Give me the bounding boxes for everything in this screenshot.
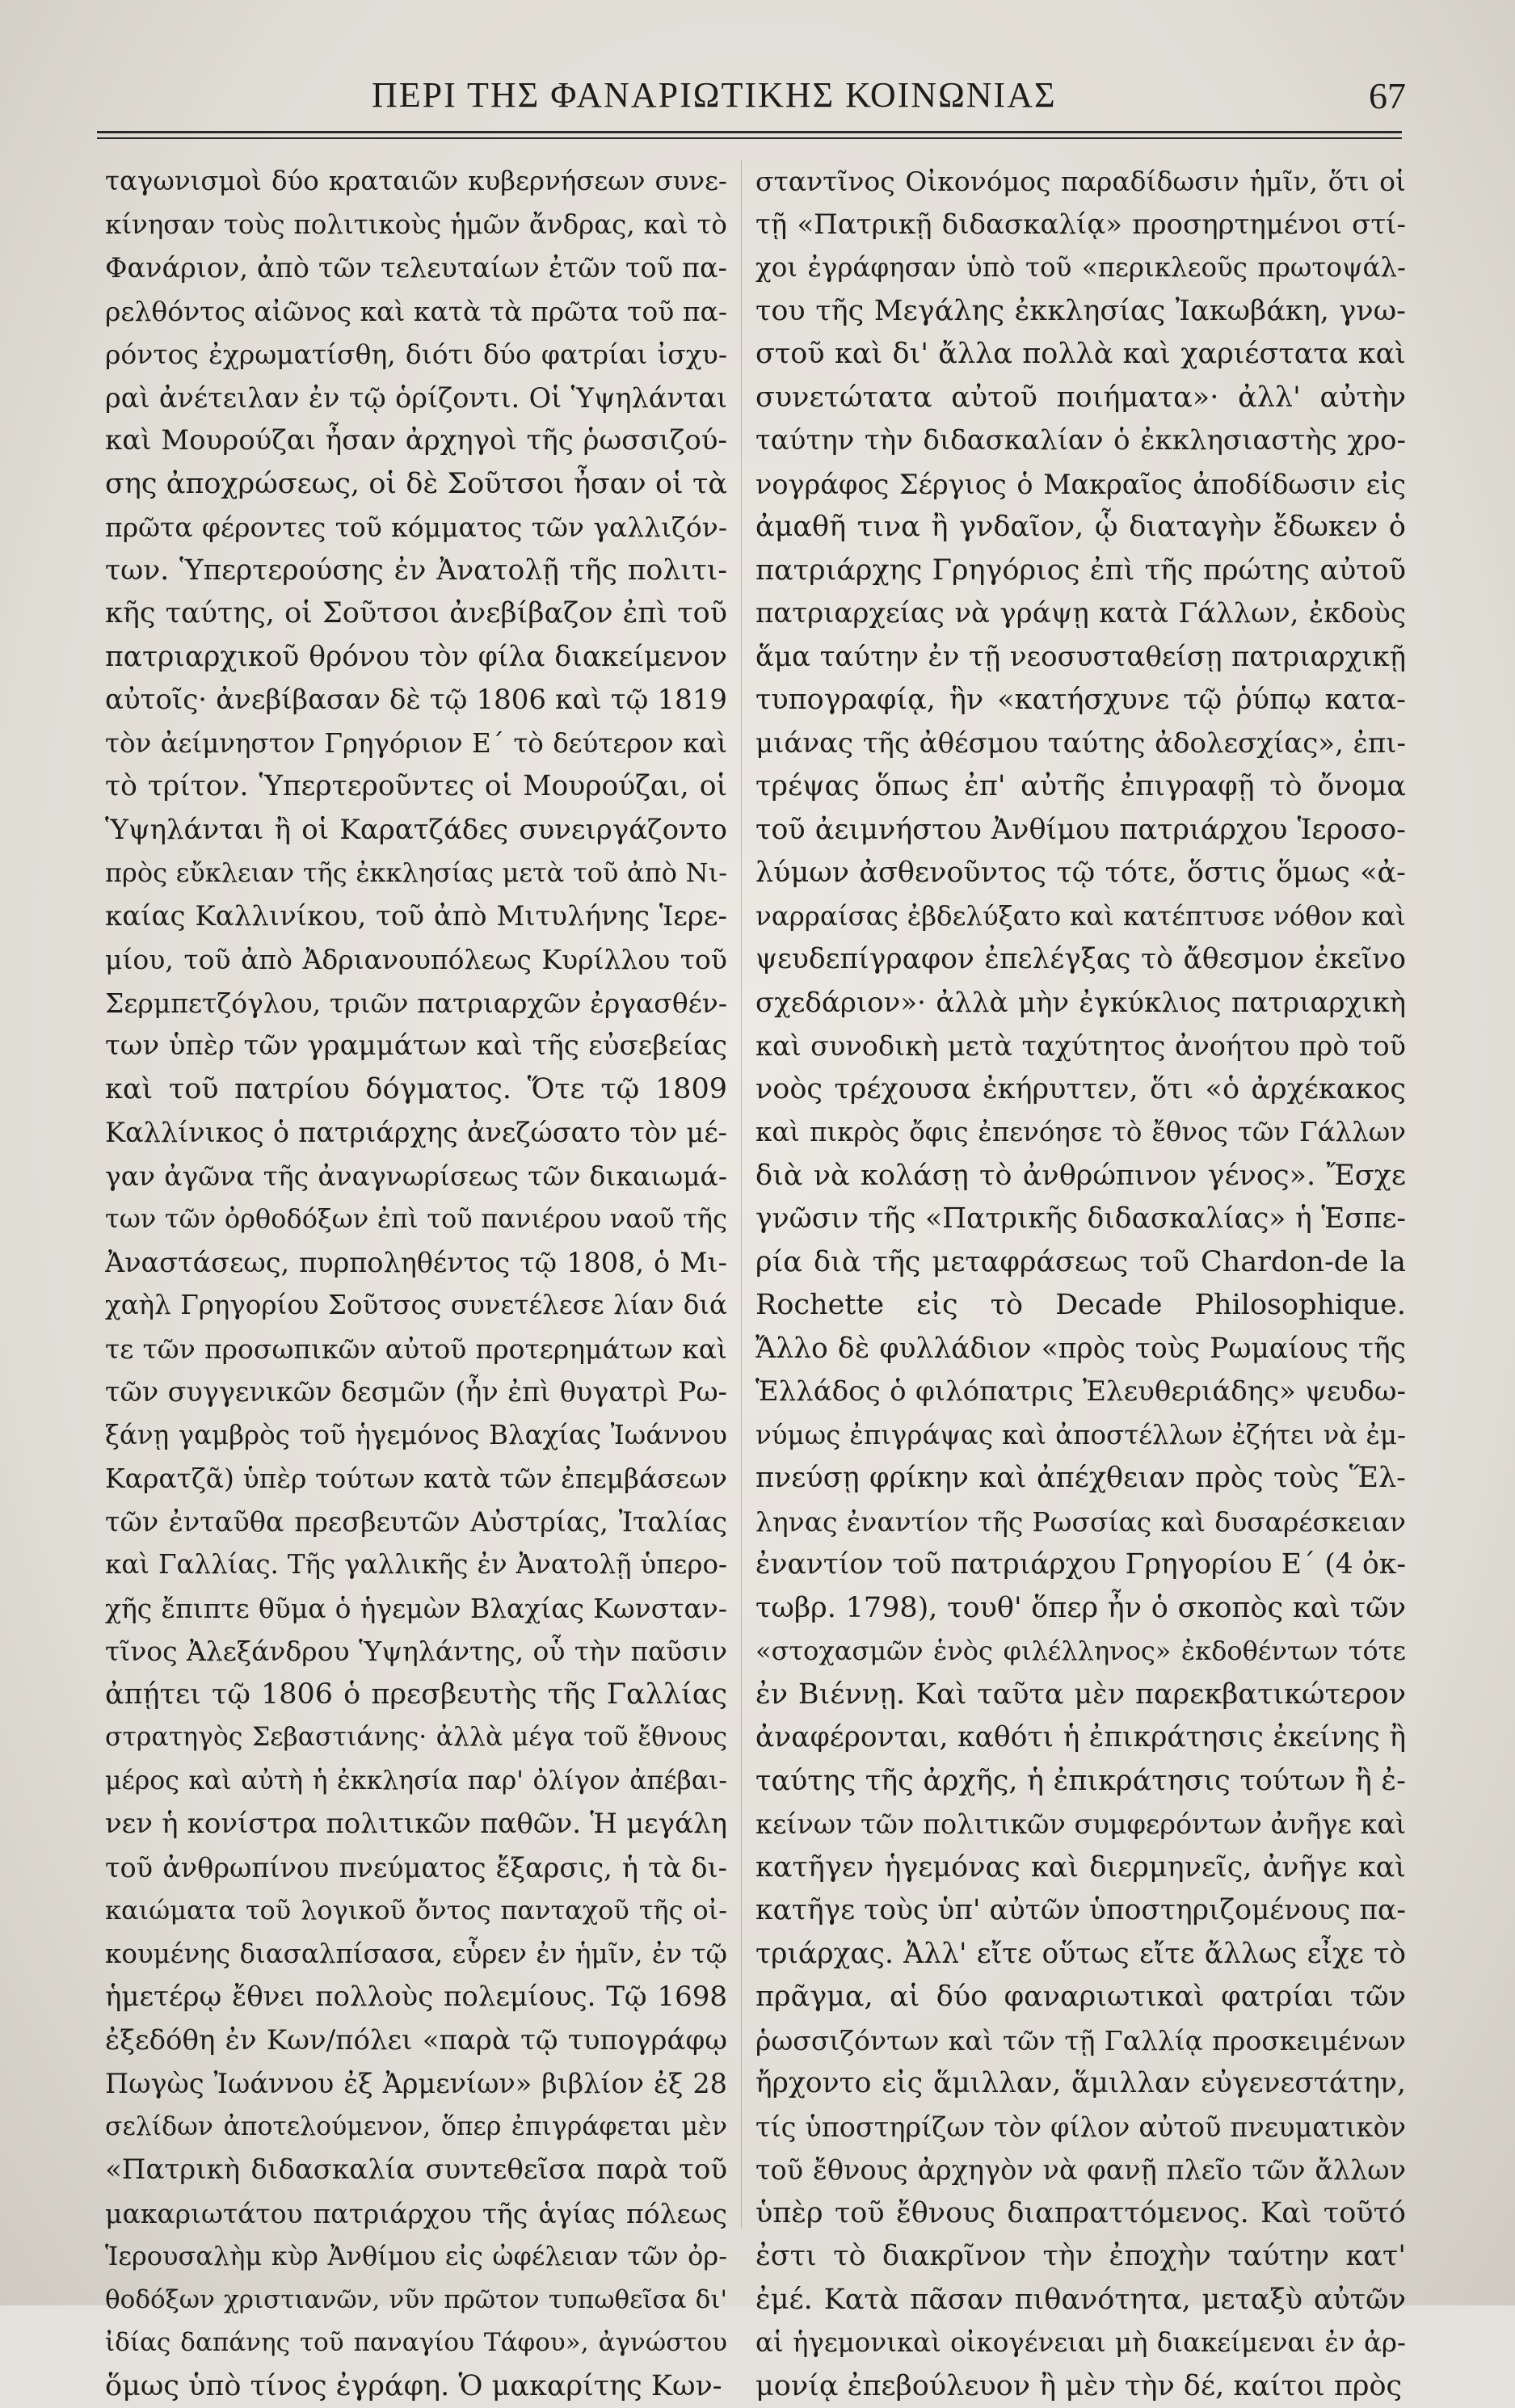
- text-line: μακαριωτάτου πατριάρχου τῆς ἁγίας πόλεως: [105, 2192, 727, 2236]
- text-line: Rochette εἰς τὸ Decade Philosophique.: [755, 1284, 1406, 1328]
- text-line: αὐτοῖς· ἀνεβίβασαν δὲ τῷ 1806 καὶ τῷ 1819: [105, 679, 727, 722]
- text-line: χαὴλ Γρηγορίου Σοῦτσος συνετέλεσε λίαν διά: [105, 1284, 727, 1328]
- text-line: ὑπὲρ τοῦ ἔθνους διαπραττόμενος. Καὶ τοῦτό: [755, 2192, 1406, 2236]
- text-line: πατριαρχικοῦ θρόνου τὸν φίλα διακείμενον: [105, 636, 727, 680]
- text-line: ταγωνισμοὶ δύο κραταιῶν κυβερνήσεων συνε-: [105, 160, 727, 204]
- text-line: Καλλίνικος ὁ πατριάρχης ἀνεζώσατο τὸν μέ-: [105, 1111, 727, 1155]
- text-line: πρῶτα φέροντες τοῦ κόμματος τῶν γαλλιζόν-: [105, 506, 727, 549]
- text-line: ἐστι τὸ διακρῖνον τὴν ἐποχὴν ταύτην κατ': [755, 2235, 1406, 2279]
- text-line: μίου, τοῦ ἀπὸ Ἀδριανουπόλεως Κυρίλλου τοῦ: [105, 938, 727, 982]
- text-line: ἤρχοντο εἰς ἅμιλλαν, ἅμιλλαν εὐγενεστάτην,: [755, 2062, 1406, 2106]
- text-line: ξάνῃ γαμβρὸς τοῦ ἡγεμόνος Βλαχίας Ἰωάννου: [105, 1414, 727, 1458]
- text-line: πατριαρχείας νὰ γράψῃ κατὰ Γάλλων, ἐκδοὺς: [755, 592, 1406, 636]
- text-line: των τῶν ὀρθοδόξων ἐπὶ τοῦ πανιέρου ναοῦ τῆς: [105, 1198, 727, 1241]
- text-line: ρελθόντος αἰῶνος καὶ κατὰ τὰ πρῶτα τοῦ πα-: [105, 290, 727, 334]
- text-line: πρᾶγμα, αἱ δύο φαναριωτικαὶ φατρίαι τῶν: [755, 1976, 1406, 2019]
- text-line: τωβρ. 1798), τουθ' ὅπερ ἦν ὁ σκοπὸς καὶ τῶν: [755, 1587, 1406, 1631]
- text-line: ληνας ἐναντίον τῆς Ρωσσίας καὶ δυσαρέσκειαν: [755, 1501, 1406, 1544]
- text-line: συνετώτατα αὐτοῦ ποιήματα»· ἀλλ' αὐτὴν: [755, 377, 1406, 420]
- text-line: κείνων τῶν πολιτικῶν συμφερόντων ἀνῆγε καὶ: [755, 1803, 1406, 1846]
- text-line: καὶ συνοδικὴ μετὰ ταχύτητος ἀνοήτου πρὸ τοῦ: [755, 1025, 1406, 1068]
- text-line: ἀμαθῆ τινα ἢ γνδαῖον, ᾧ διαταγὴν ἔδωκεν ὁ: [755, 506, 1406, 549]
- text-line: τυπογραφίᾳ, ἣν «κατήσχυνε τῷ ῥύπῳ κατα-: [755, 679, 1406, 722]
- text-line: του τῆς Μεγάλης ἐκκλησίας Ἰακωβάκη, γνω-: [755, 290, 1406, 334]
- text-line: τρέψας ὅπως ἐπ' αὐτῆς ἐπιγραφῇ τὸ ὄνομα: [755, 765, 1406, 809]
- text-line: τοῦ ἀνθρωπίνου πνεύματος ἔξαρσις, ἡ τὰ δι-: [105, 1846, 727, 1890]
- text-line: τριάρχας. Ἀλλ' εἴτε οὕτως εἴτε ἄλλως εἶχε τὸ: [755, 1933, 1406, 1976]
- text-line: σχεδάριον»· ἀλλὰ μὴν ἐγκύκλιος πατριαρχικὴ: [755, 982, 1406, 1025]
- text-line: σελίδων ἀποτελούμενον, ὅπερ ἐπιγράφεται μὲν: [105, 2106, 727, 2149]
- text-line: ὅμως ὑπὸ τίνος ἐγράφη. Ὁ μακαρίτης Κων-: [105, 2365, 727, 2408]
- text-line: τῇ «Πατρικῇ διδασκαλίᾳ» προσηρτημένοι στί-: [755, 204, 1406, 247]
- text-line: Ὑψηλάνται ἢ οἱ Καρατζάδες συνειργάζοντο: [105, 809, 727, 852]
- text-line: τῖνος Ἀλεξάνδρου Ὑψηλάντης, οὗ τὴν παῦσιν: [105, 1630, 727, 1673]
- text-line: Πωγὼς Ἰωάννου ἐξ Ἀρμενίων» βιβλίον ἐξ 28: [105, 2062, 727, 2106]
- text-line: Καρατζᾶ) ὑπὲρ τούτων κατὰ τῶν ἐπεμβάσεων: [105, 1457, 727, 1501]
- text-line: Ἀναστάσεως, πυρποληθέντος τῷ 1808, ὁ Μι-: [105, 1241, 727, 1285]
- text-line: ναρραίσας ἐβδελύξατο καὶ κατέπτυσε νόθον καὶ: [755, 895, 1406, 939]
- text-line: τε τῶν προσωπικῶν αὐτοῦ προτερημάτων καὶ: [105, 1328, 727, 1371]
- text-line: καὶ Μουρούζαι ἦσαν ἀρχηγοὶ τῆς ῥωσσιζού-: [105, 419, 727, 463]
- text-line: Σερμπετζόγλου, τριῶν πατριαρχῶν ἐργασθέν-: [105, 982, 727, 1025]
- text-line: χοι ἐγράφησαν ὑπὸ τοῦ «περικλεοῦς πρωτοψάλ-: [755, 246, 1406, 290]
- text-line: σταντῖνος Οἰκονόμος παραδίδωσιν ἡμῖν, ὅτι οἱ: [755, 160, 1406, 204]
- text-line: ἐμέ. Κατὰ πᾶσαν πιθανότητα, μεταξὺ αὐτῶν: [755, 2279, 1406, 2322]
- text-line: Φανάριον, ἀπὸ τῶν τελευταίων ἐτῶν τοῦ πα-: [105, 246, 727, 290]
- text-line: στρατηγὸς Σεβαστιάνης· ἀλλὰ μέγα τοῦ ἔθνους: [105, 1716, 727, 1760]
- running-header: [97, 74, 1406, 123]
- text-line: ψευδεπίγραφον ἐπελέγξας τὸ ἄθεσμον ἐκεῖνο: [755, 938, 1406, 982]
- text-line: ἅμα ταύτην ἐν τῇ νεοσυσταθείσῃ πατριαρχικῇ: [755, 636, 1406, 680]
- text-line: διὰ νὰ κολάσῃ τὸ ἀνθρώπινον γένος». Ἔσχε: [755, 1155, 1406, 1198]
- text-line: των ὑπὲρ τῶν γραμμάτων καὶ τῆς εὐσεβείας: [105, 1025, 727, 1068]
- text-line: κῆς ταύτης, οἱ Σοῦτσοι ἀνεβίβαζον ἐπὶ τοῦ: [105, 592, 727, 636]
- text-line: πρὸς εὔκλειαν τῆς ἐκκλησίας μετὰ τοῦ ἀπὸ Νι-: [105, 852, 727, 895]
- text-line: τῶν ἐνταῦθα πρεσβευτῶν Αὐστρίας, Ἰταλίας: [105, 1501, 727, 1544]
- text-line: γνῶσιν τῆς «Πατρικῆς διδασκαλίας» ἡ Ἑσπε-: [755, 1198, 1406, 1241]
- text-line: θοδόξων χριστιανῶν, νῦν πρῶτον τυπωθεῖσα δι': [105, 2279, 727, 2322]
- left-text-column: [105, 160, 727, 2408]
- text-line: τὸν ἀείμνηστον Γρηγόριον Ε΄ τὸ δεύτερον καὶ: [105, 722, 727, 766]
- column-gutter: [741, 160, 742, 2229]
- text-line: στοῦ καὶ δι' ἄλλα πολλὰ καὶ χαριέστατα καὶ: [755, 333, 1406, 377]
- text-line: κουμένης διασαλπίσασα, εὗρεν ἐν ἡμῖν, ἐν τῷ: [105, 1933, 727, 1976]
- text-line: χῆς ἔπιπτε θῦμα ὁ ἡγεμὼν Βλαχίας Κωνσταν-: [105, 1587, 727, 1631]
- text-line: λύμων ἀσθενοῦντος τῷ τότε, ὅστις ὅμως «ἀ-: [755, 852, 1406, 895]
- text-line: τῶν συγγενικῶν δεσμῶν (ἦν ἐπὶ θυγατρὶ Ρω-: [105, 1370, 727, 1414]
- text-line: καὶ πικρὸς ὄφις ἐπενόησε τὸ ἔθνος τῶν Γάλλων: [755, 1111, 1406, 1155]
- text-line: καὶ Γαλλίας. Τῆς γαλλικῆς ἐν Ἀνατολῇ ὑπερο-: [105, 1543, 727, 1587]
- text-line: «Πατρικὴ διδασκαλία συντεθεῖσα παρὰ τοῦ: [105, 2149, 727, 2192]
- text-line: καὶ τοῦ πατρίου δόγματος. Ὅτε τῷ 1809: [105, 1068, 727, 1112]
- text-line: Ἄλλο δὲ φυλλάδιον «πρὸς τοὺς Ρωμαίους τῆς: [755, 1328, 1406, 1371]
- right-text-column: [755, 160, 1406, 2408]
- text-line: καιώματα τοῦ λογικοῦ ὄντος πανταχοῦ τῆς οἰ-: [105, 1889, 727, 1933]
- text-line: μιάνας τῆς ἀθέσμου ταύτης ἀδολεσχίας», ἐπι-: [755, 722, 1406, 766]
- text-line: νοὸς τρέχουσα ἐκήρυττεν, ὅτι «ὁ ἀρχέκακος: [755, 1068, 1406, 1112]
- text-line: ἀπῄτει τῷ 1806 ὁ πρεσβευτὴς τῆς Γαλλίας: [105, 1673, 727, 1717]
- text-line: των. Ὑπερτερούσης ἐν Ἀνατολῇ τῆς πολιτι-: [105, 549, 727, 593]
- page-number: 67: [1369, 74, 1406, 117]
- text-line: κατῆγε τοὺς ὑπ' αὐτῶν ὑποστηριζομένους πα-: [755, 1889, 1406, 1933]
- text-line: μονίᾳ ἐπεβούλευον ἢ μὲν τὴν δέ, καίτοι πρὸς: [755, 2365, 1406, 2408]
- running-title: ΠΕΡΙ ΤΗΣ ΦΑΝΑΡΙΩΤΙΚΗΣ ΚΟΙΝΩΝΙΑΣ: [372, 74, 1180, 116]
- text-line: κίνησαν τοὺς πολιτικοὺς ἡμῶν ἄνδρας, καὶ τὸ: [105, 204, 727, 247]
- text-line: κατῆγεν ἡγεμόνας καὶ διερμηνεῖς, ἀνῆγε καὶ: [755, 1846, 1406, 1890]
- text-line: αἱ ἡγεμονικαὶ οἰκογένειαι μὴ διακείμεναι ἐν ἀρ-: [755, 2322, 1406, 2365]
- text-line: τοῦ ἔθνους ἀρχηγὸν νὰ φανῇ πλεῖο τῶν ἄλλων: [755, 2149, 1406, 2192]
- text-line: πνεύσῃ φρίκην καὶ ἀπέχθειαν πρὸς τοὺς Ἕλ-: [755, 1457, 1406, 1501]
- text-line: πατριάρχης Γρηγόριος ἐπὶ τῆς πρώτης αὐτοῦ: [755, 549, 1406, 593]
- text-line: ἡμετέρῳ ἔθνει πολλοὺς πολεμίους. Τῷ 1698: [105, 1976, 727, 2019]
- text-line: τίς ὑποστηρίζων τὸν φίλον αὐτοῦ πνευματικὸν: [755, 2106, 1406, 2149]
- text-line: ἐναντίον τοῦ πατριάρχου Γρηγορίου Ε΄ (4 ὀκ-: [755, 1543, 1406, 1587]
- text-line: Ἑλλάδος ὁ φιλόπατρις Ἐλευθεριάδης» ψευδω-: [755, 1370, 1406, 1414]
- header-rule-thick: [97, 131, 1402, 133]
- text-line: νογράφος Σέργιος ὁ Μακραῖος ἀποδίδωσιν εἰς: [755, 463, 1406, 507]
- text-line: ἰδίας δαπάνης τοῦ παναγίου Τάφου», ἀγνώστου: [105, 2322, 727, 2365]
- header-rule-thin: [97, 137, 1402, 139]
- text-line: ταύτην τὴν διδασκαλίαν ὁ ἐκκλησιαστὴς χρο-: [755, 419, 1406, 463]
- text-line: ταύτης τῆς ἀρχῆς, ἡ ἐπικράτησις τούτων ἢ ἐ-: [755, 1760, 1406, 1804]
- text-line: ἐξεδόθη ἐν Κων/πόλει «παρὰ τῷ τυπογράφῳ: [105, 2019, 727, 2063]
- text-line: νύμως ἐπιγράψας καὶ ἀποστέλλων ἐζήτει νὰ ἐμ-: [755, 1414, 1406, 1458]
- text-line: «στοχασμῶν ἑνὸς φιλέλληνος» ἐκδοθέντων τότε: [755, 1630, 1406, 1673]
- text-line: ρόντος ἐχρωματίσθη, διότι δύο φατρίαι ἰσχυ-: [105, 333, 727, 377]
- text-line: Ἱερουσαλὴμ κὺρ Ἀνθίμου εἰς ὠφέλειαν τῶν ὀρ-: [105, 2235, 727, 2279]
- text-line: ραὶ ἀνέτειλαν ἐν τῷ ὁρίζοντι. Οἱ Ὑψηλάνται: [105, 377, 727, 420]
- text-line: γαν ἀγῶνα τῆς ἀναγνωρίσεως τῶν δικαιωμά-: [105, 1155, 727, 1198]
- text-line: ἐν Βιέννῃ. Καὶ ταῦτα μὲν παρεκβατικώτερον: [755, 1673, 1406, 1717]
- text-line: μέρος καὶ αὐτὴ ἡ ἐκκλησία παρ' ὀλίγον ἀπέβαι-: [105, 1760, 727, 1804]
- text-line: καίας Καλλινίκου, τοῦ ἀπὸ Μιτυλήνης Ἱερε-: [105, 895, 727, 939]
- text-line: τὸ τρίτον. Ὑπερτεροῦντες οἱ Μουρούζαι, οἱ: [105, 765, 727, 809]
- text-line: νεν ἡ κονίστρα πολιτικῶν παθῶν. Ἡ μεγάλη: [105, 1803, 727, 1846]
- text-line: ῥωσσιζόντων καὶ τῶν τῇ Γαλλίᾳ προσκειμένων: [755, 2019, 1406, 2063]
- text-line: ρία διὰ τῆς μεταφράσεως τοῦ Chardon-de la: [755, 1241, 1406, 1285]
- text-line: τοῦ ἀειμνήστου Ἀνθίμου πατριάρχου Ἱεροσο-: [755, 809, 1406, 852]
- text-line: ἀναφέρονται, καθότι ἡ ἐπικράτησις ἐκείνης ἢ: [755, 1716, 1406, 1760]
- text-line: σης ἀποχρώσεως, οἱ δὲ Σοῦτσοι ἦσαν οἱ τὰ: [105, 463, 727, 507]
